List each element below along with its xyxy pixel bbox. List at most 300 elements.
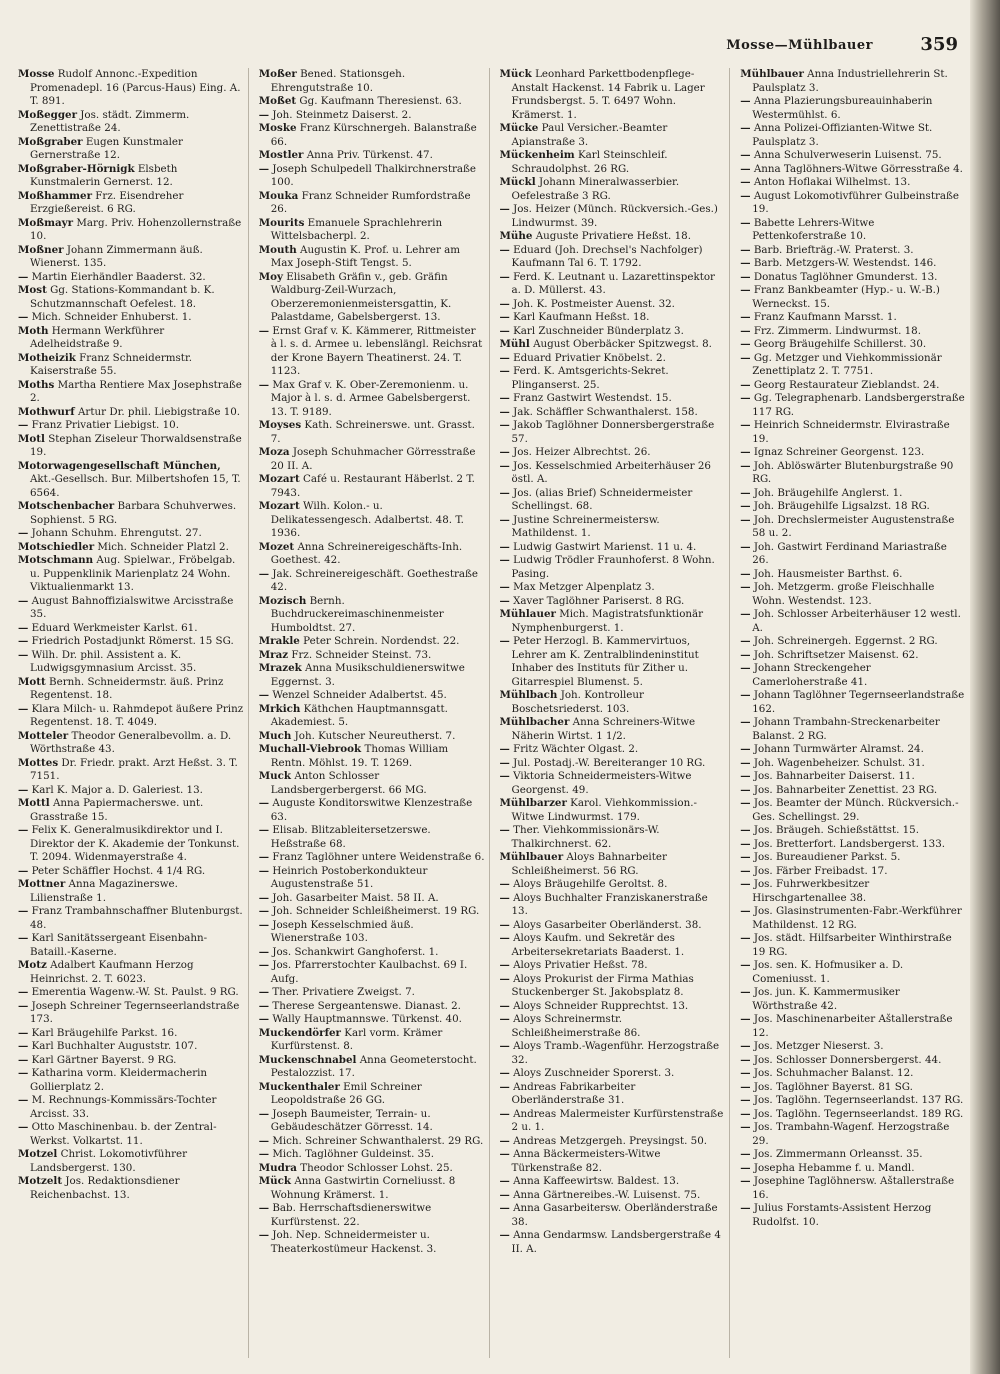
page-header bbox=[18, 34, 968, 58]
directory-entry bbox=[500, 757, 726, 771]
directory-entry bbox=[740, 149, 966, 163]
entry-details: Joh. Schreinergeh. Eggernst. 2 RG. bbox=[750, 635, 938, 647]
entry-surname: — bbox=[740, 783, 751, 796]
directory-entry bbox=[740, 379, 966, 393]
entry-details: Elisabeth Gräfin v., geb. Gräfin Waldburg-Zeil-Wurzach, Oberzeremonienmeistersgattin, K. Palastdame, Gabelsbergerst. 13. bbox=[270, 270, 452, 323]
directory-entry bbox=[740, 190, 966, 217]
directory-entry bbox=[500, 1229, 726, 1256]
directory-entry bbox=[18, 1094, 244, 1121]
entry-details: Ignaz Schreiner Georgenst. 123. bbox=[750, 446, 925, 458]
entry-details: Gg. Metzger und Viehkommissionär Zenettiplatz 2. T. 7751. bbox=[750, 351, 942, 377]
directory-entry bbox=[740, 568, 966, 582]
entry-surname: Most bbox=[18, 284, 47, 296]
entry-surname: Mozet bbox=[258, 540, 295, 553]
directory-entry bbox=[500, 581, 726, 595]
entry-details: Karl Steinschleif. Schraudolphst. 26 RG. bbox=[511, 149, 668, 175]
directory-entry bbox=[500, 271, 726, 298]
directory-entry bbox=[500, 122, 726, 149]
entry-details: Jos. Taglöhn. Tegernseerlandst. 137 RG. bbox=[750, 1094, 964, 1106]
entry-surname: — bbox=[740, 378, 751, 391]
entry-surname: — bbox=[740, 513, 751, 526]
entry-surname: — bbox=[499, 365, 510, 377]
entry-surname: Moßegger bbox=[18, 108, 78, 121]
directory-entry bbox=[18, 352, 244, 379]
entry-details: Jos. Redaktionsdiener Reichenbachst. 13. bbox=[30, 1175, 180, 1201]
entry-surname: — bbox=[740, 864, 751, 877]
entry-surname: — bbox=[499, 999, 510, 1012]
entry-surname: — bbox=[18, 311, 29, 323]
directory-entry bbox=[259, 1202, 485, 1229]
entry-surname: — bbox=[740, 959, 751, 971]
entry-details: Friedrich Postadjunkt Römerst. 15 SG. bbox=[28, 635, 234, 647]
directory-entry bbox=[740, 541, 966, 568]
directory-entry bbox=[18, 905, 244, 932]
entry-surname: Mothwurf bbox=[18, 405, 75, 418]
entry-surname: Much bbox=[258, 729, 292, 742]
entry-surname: Moßmayr bbox=[18, 216, 74, 229]
entry-details: Joh. Hausmeister Barthst. 6. bbox=[750, 567, 903, 580]
entry-details: Theodor Generalbevollm. a. D. Wörthstraße 43. bbox=[30, 729, 232, 755]
entry-surname: — bbox=[499, 1067, 510, 1079]
entry-surname: — bbox=[740, 743, 751, 755]
entry-surname: — bbox=[740, 567, 751, 580]
entry-details: Wilh. Dr. phil. Assistent a. K. Ludwigsgymnasium Arcisst. 35. bbox=[28, 648, 197, 674]
entry-surname: Mourits bbox=[258, 216, 305, 229]
entry-details: Leonhard Parkettbodenpflege-Anstalt Hackenst. 14 Fabrik u. Lager Frundsbergst. 5. T. 6497 Wohn. Krämerst. 1. bbox=[511, 68, 705, 121]
directory-entry bbox=[259, 1054, 485, 1081]
directory-entry bbox=[740, 878, 966, 905]
entry-surname: — bbox=[18, 1026, 29, 1039]
directory-entry bbox=[740, 1148, 966, 1162]
entry-details: Felix K. Generalmusikdirektor und I. Direktor der K. Akademie der Tonkunst. T. 2094. Widenmayerstraße 4. bbox=[28, 824, 240, 863]
directory-entry bbox=[259, 325, 485, 379]
entry-surname: Mücke bbox=[499, 122, 539, 134]
entry-details: Johann Streckengeher Camerloherstraße 41. bbox=[750, 662, 871, 688]
directory-entry bbox=[740, 1108, 966, 1122]
entry-details: Mich. Magistratsfunktionär Nymphenburgerst. 1. bbox=[511, 608, 704, 634]
directory-entry bbox=[18, 1000, 244, 1027]
entry-surname: — bbox=[258, 1107, 270, 1120]
entry-details: Franz Schneider Rumfordstraße 26. bbox=[270, 189, 471, 215]
directory-entry bbox=[740, 122, 966, 149]
entry-surname: Muck bbox=[258, 770, 292, 782]
directory-entry bbox=[18, 541, 244, 555]
entry-details: Wilh. Kolon.- u. Delikatessengesch. Adalbertst. 48. T. 1936. bbox=[270, 500, 464, 539]
entry-surname: — bbox=[18, 527, 29, 539]
directory-entry bbox=[259, 743, 485, 770]
entry-surname: — bbox=[740, 608, 751, 620]
directory-entry bbox=[740, 500, 966, 514]
entry-details: Emerentia Wagenw.-W. St. Paulst. 9 RG. bbox=[28, 986, 239, 998]
entry-details: Johann Turmwärter Alramst. 24. bbox=[750, 743, 924, 755]
entry-surname: — bbox=[740, 324, 751, 337]
entry-surname: Mott bbox=[18, 675, 46, 688]
entry-surname: Mühlbauer bbox=[499, 851, 564, 863]
entry-surname: — bbox=[740, 257, 751, 269]
entry-details: Donatus Taglöhner Gmunderst. 13. bbox=[750, 270, 938, 283]
entry-surname: — bbox=[258, 824, 270, 836]
entry-details: Jos. Beamter der Münch. Rückversich.-Ges. Schellingst. 29. bbox=[750, 797, 959, 823]
entry-details: Johann Schuhm. Ehrengutst. 27. bbox=[28, 527, 202, 539]
entry-surname: — bbox=[499, 419, 510, 431]
entry-details: Babette Lehrers-Witwe Pettenkoferstraße 10. bbox=[750, 216, 875, 242]
entry-details: Gg. Stations-Kommandant b. K. Schutzmannschaft Oefelest. 18. bbox=[30, 284, 215, 310]
entry-details: Eduard Privatier Knöbelst. 2. bbox=[509, 351, 666, 364]
entry-details: Anna Kaffeewirtsw. Baldest. 13. bbox=[509, 1175, 680, 1187]
entry-surname: — bbox=[18, 1094, 29, 1106]
entry-details: Wally Hauptmannswe. Türkenst. 40. bbox=[269, 1013, 462, 1025]
entry-details: Viktoria Schneidermeisters-Witwe Georgenst. 49. bbox=[509, 770, 692, 796]
directory-entry bbox=[18, 433, 244, 460]
entry-surname: — bbox=[499, 311, 510, 323]
directory-entry bbox=[259, 109, 485, 123]
entry-details: Joh. K. Postmeister Auenst. 32. bbox=[509, 297, 675, 310]
directory-column-3 bbox=[500, 68, 731, 1358]
entry-surname: — bbox=[499, 972, 510, 985]
entry-details: Johann Mineralwasserbier. Oefelestraße 3 RG. bbox=[511, 176, 680, 202]
entry-surname: — bbox=[740, 311, 751, 323]
directory-entry bbox=[259, 122, 485, 149]
entry-surname: — bbox=[740, 837, 751, 850]
entry-surname: — bbox=[499, 1175, 510, 1187]
directory-entry bbox=[740, 986, 966, 1013]
entry-details: Emil Schreiner Leopoldstraße 26 GG. bbox=[270, 1080, 422, 1106]
entry-surname: — bbox=[499, 446, 510, 458]
entry-details: Joh. Schlosser Arbeiterhäuser 12 westl. A. bbox=[750, 608, 961, 634]
entry-surname: Moyses bbox=[258, 419, 302, 431]
entry-details: Augustin K. Prof. u. Lehrer am Max Joseph-Stift Tengst. 5. bbox=[270, 243, 461, 269]
entry-surname: Mouth bbox=[258, 243, 297, 256]
directory-entry bbox=[259, 500, 485, 541]
directory-entry bbox=[740, 865, 966, 879]
entry-details: Max Graf v. K. Ober-Zeremonienm. u. Major à l. s. d. Armee Gabelsbergerst. 13. T. 9189. bbox=[269, 378, 471, 418]
entry-details: Eduard Werkmeister Karlst. 61. bbox=[28, 621, 198, 634]
entry-details: Franz Bankbeamter (Hyp.- u. W.-B.) Werneckst. 15. bbox=[750, 284, 940, 310]
directory-entry bbox=[259, 703, 485, 730]
directory-entry bbox=[259, 244, 485, 271]
entry-details: Auguste Privatiere Heßst. 18. bbox=[532, 230, 691, 242]
entry-surname: — bbox=[740, 243, 751, 256]
entry-details: Jos. Zimmermann Orleansst. 35. bbox=[750, 1148, 923, 1160]
entry-surname: — bbox=[740, 189, 751, 202]
directory-entry bbox=[740, 1067, 966, 1081]
entry-details: Jos. Bretterfort. Landsbergerst. 133. bbox=[750, 837, 946, 850]
directory-entry bbox=[18, 500, 244, 527]
directory-entry bbox=[18, 784, 244, 798]
directory-entry bbox=[500, 149, 726, 176]
entry-details: Bab. Herrschaftsdienerswitwe Kurfürstenst. 22. bbox=[269, 1202, 432, 1228]
entry-surname: — bbox=[740, 986, 751, 998]
entry-surname: Mostler bbox=[258, 149, 304, 161]
directory-entry bbox=[500, 1013, 726, 1040]
directory-entry bbox=[500, 851, 726, 878]
entry-details: Joh. Ablöswärter Blutenburgstraße 90 RG. bbox=[750, 459, 954, 485]
entry-surname: Mrkich bbox=[258, 702, 301, 715]
directory-entry bbox=[740, 581, 966, 608]
entry-details: Café u. Restaurant Häberlst. 2 T. 7943. bbox=[270, 473, 475, 499]
entry-details: Otto Maschinenbau. b. der Zentral-Werkst. Volkartst. 11. bbox=[28, 1121, 217, 1147]
entry-details: Joh. Drechslermeister Augustenstraße 58 u. 2. bbox=[750, 513, 955, 539]
entry-details: Elisab. Blitzableitersetzerswe. Heßstraße 68. bbox=[269, 824, 431, 850]
entry-surname: — bbox=[499, 635, 510, 647]
directory-entry bbox=[18, 1175, 244, 1202]
entry-surname: — bbox=[499, 270, 510, 283]
entry-surname: — bbox=[499, 581, 510, 593]
entry-surname: — bbox=[740, 446, 751, 458]
entry-details: Franz Taglöhner untere Weidenstraße 6. bbox=[269, 851, 485, 863]
entry-details: Karl Bräugehilfe Parkst. 16. bbox=[28, 1026, 178, 1039]
directory-entry bbox=[500, 406, 726, 420]
entry-details: Gg. Telegraphenarb. Landsbergerstraße 117 RG. bbox=[750, 392, 965, 418]
entry-details: Anton Hoflakai Wilhelmst. 13. bbox=[750, 176, 911, 188]
directory-entry bbox=[740, 257, 966, 271]
entry-details: Johann Zimmermann äuß. Wienerst. 135. bbox=[30, 243, 203, 269]
directory-entry bbox=[259, 1013, 485, 1027]
directory-entry bbox=[18, 271, 244, 285]
entry-surname: — bbox=[258, 945, 270, 958]
entry-surname: — bbox=[499, 1188, 510, 1201]
entry-details: Joh. Kontrolleur Boschetsriederst. 103. bbox=[511, 689, 644, 715]
directory-entry bbox=[259, 892, 485, 906]
entry-details: Bernh. Buchdruckereimaschinenmeister Humboldtst. 27. bbox=[270, 594, 444, 634]
entry-details: Jak. Schäffler Schwanthalerst. 158. bbox=[509, 405, 698, 418]
entry-surname: Muckendörfer bbox=[258, 1026, 341, 1039]
directory-entry bbox=[500, 635, 726, 689]
directory-entry bbox=[18, 1148, 244, 1175]
entry-details: Franz Privatier Liebigst. 10. bbox=[28, 419, 179, 431]
directory-entry bbox=[18, 68, 244, 109]
entry-details: Artur Dr. phil. Liebigstraße 10. bbox=[74, 405, 241, 418]
entry-surname: — bbox=[499, 459, 510, 472]
entry-details: Jos. Schankwirt Ganghoferst. 1. bbox=[269, 945, 439, 958]
directory-entry bbox=[259, 190, 485, 217]
entry-surname: Motteler bbox=[18, 729, 69, 742]
directory-entry bbox=[259, 595, 485, 636]
entry-details: Ferd. K. Amtsgerichts-Sekret. Plinganserst. 25. bbox=[509, 365, 669, 391]
directory-entry bbox=[500, 689, 726, 716]
entry-surname: — bbox=[499, 540, 510, 553]
entry-details: Emanuele Sprachlehrerin Wittelsbacherpl. 2. bbox=[270, 216, 443, 242]
directory-entry bbox=[500, 1189, 726, 1203]
directory-entry bbox=[500, 932, 726, 959]
entry-surname: — bbox=[740, 95, 751, 107]
directory-entry bbox=[259, 1000, 485, 1014]
entry-details: Anton Schlosser Landsbergerbergerst. 66 MG. bbox=[270, 770, 427, 796]
directory-entry bbox=[500, 595, 726, 609]
entry-surname: Moza bbox=[258, 446, 290, 458]
entry-details: Anna Schreinereigeschäfts-Inh. Goethest. 42. bbox=[270, 540, 463, 566]
entry-details: Aug. Spielwar., Fröbelgab. u. Puppenklinik Marienplatz 24 Wohn. Viktualienmarkt 13. bbox=[30, 554, 236, 593]
directory-entry bbox=[18, 757, 244, 784]
entry-details: Jos. Bahnarbeiter Zenettist. 23 RG. bbox=[750, 783, 938, 796]
directory-entry bbox=[500, 244, 726, 271]
entry-surname: — bbox=[258, 108, 270, 121]
entry-details: Barb. Briefträg.-W. Praterst. 3. bbox=[750, 243, 914, 256]
entry-surname: — bbox=[740, 149, 751, 161]
directory-entry bbox=[18, 676, 244, 703]
directory-entry bbox=[740, 1094, 966, 1108]
directory-entry bbox=[740, 851, 966, 865]
directory-entry bbox=[259, 851, 485, 865]
directory-entry bbox=[259, 635, 485, 649]
directory-entry bbox=[740, 487, 966, 501]
directory-entry bbox=[18, 730, 244, 757]
entry-surname: — bbox=[499, 554, 510, 566]
entry-surname: Mozart bbox=[258, 473, 300, 485]
entry-surname: — bbox=[740, 176, 751, 188]
entry-details: Aloys Kaufm. und Sekretär des Arbeitersekretariats Baaderst. 1. bbox=[509, 932, 685, 958]
directory-entry bbox=[18, 1040, 244, 1054]
entry-details: Akt.-Gesellsch. Bur. Milbertshofen 15, T. 6564. bbox=[30, 473, 241, 499]
directory-entry bbox=[740, 244, 966, 258]
directory-entry bbox=[740, 392, 966, 419]
directory-entry bbox=[18, 554, 244, 595]
entry-surname: — bbox=[499, 1229, 510, 1241]
directory-entry bbox=[740, 163, 966, 177]
entry-surname: — bbox=[740, 648, 751, 661]
entry-details: Anna Taglöhners-Witwe Görresstraße 4. bbox=[750, 162, 963, 175]
directory-entry bbox=[259, 1135, 485, 1149]
entry-surname: — bbox=[258, 959, 270, 971]
entry-surname: — bbox=[499, 243, 510, 256]
entry-surname: — bbox=[740, 1161, 751, 1174]
entry-surname: — bbox=[258, 986, 270, 998]
directory-entry bbox=[740, 743, 966, 757]
entry-surname: — bbox=[499, 1148, 510, 1160]
entry-details: Ther. Viehkommissionärs-W. Thalkirchnerst. 62. bbox=[509, 824, 660, 850]
directory-entry bbox=[18, 797, 244, 824]
entry-surname: Motheizik bbox=[18, 351, 76, 364]
directory-entry bbox=[740, 1175, 966, 1202]
entry-surname: — bbox=[258, 1148, 270, 1160]
entry-details: Joseph Schuhmacher Görresstraße 20 II. A. bbox=[270, 446, 476, 472]
directory-entry bbox=[18, 379, 244, 406]
entry-details: Anna Gastwirtin Corneliusst. 8 Wohnung Krämerst. 1. bbox=[270, 1175, 456, 1201]
entry-details: Kath. Schreinerswe. unt. Grasst. 7. bbox=[270, 419, 475, 445]
entry-surname: — bbox=[740, 486, 751, 499]
directory-entry bbox=[740, 608, 966, 635]
entry-details: Hermann Werkführer Adelheidstraße 9. bbox=[30, 324, 165, 350]
entry-details: Jos. Pfarrerstochter Kaulbachst. 69 I. Aufg. bbox=[269, 959, 468, 985]
entry-details: Max Metzger Alpenplatz 3. bbox=[509, 581, 655, 593]
entry-surname: Moßgraber bbox=[18, 135, 83, 148]
entry-surname: — bbox=[740, 770, 751, 782]
entry-details: Karl Sanitätssergeant Eisenbahn-Bataill.-Kaserne. bbox=[28, 932, 208, 958]
entry-details: Jos. Taglöhn. Tegernseerlandst. 189 RG. bbox=[750, 1107, 964, 1120]
directory-entry bbox=[740, 460, 966, 487]
entry-surname: — bbox=[740, 1107, 751, 1120]
entry-details: Paul Versicher.-Beamter Apianstraße 3. bbox=[511, 122, 668, 148]
entry-details: Christ. Lokomotivführer Landsbergerst. 130. bbox=[30, 1148, 188, 1174]
entry-details: Aloys Zuschneider Sporerst. 3. bbox=[509, 1067, 675, 1079]
entry-details: Karl Gärtner Bayerst. 9 RG. bbox=[28, 1053, 177, 1066]
entry-details: Joh. Schneider Schleißheimerst. 19 RG. bbox=[269, 905, 480, 917]
directory-entry bbox=[259, 1081, 485, 1108]
entry-details: Wenzel Schneider Adalbertst. 45. bbox=[269, 689, 447, 701]
entry-details: Gg. Kaufmann Theresienst. 63. bbox=[296, 95, 462, 107]
directory-entry bbox=[740, 1054, 966, 1068]
directory-entry bbox=[740, 352, 966, 379]
directory-entry bbox=[259, 919, 485, 946]
directory-entry bbox=[500, 878, 726, 892]
entry-surname: — bbox=[258, 689, 270, 701]
directory-entry bbox=[259, 824, 485, 851]
entry-details: Adalbert Kaufmann Herzog Heinrichst. 2. T. 6023. bbox=[30, 959, 194, 985]
entry-details: Bened. Stationsgeh. Ehrengutstraße 10. bbox=[270, 68, 406, 94]
entry-surname: Mosse bbox=[18, 68, 55, 80]
directory-entry bbox=[740, 797, 966, 824]
entry-surname: — bbox=[499, 1134, 510, 1147]
entry-details: August Lokomotivführer Gulbeinstraße 19. bbox=[750, 189, 959, 215]
entry-surname: — bbox=[18, 1067, 29, 1079]
entry-surname: — bbox=[740, 689, 751, 701]
directory-entry bbox=[259, 163, 485, 190]
entry-details: August Oberbäcker Spitzwegst. 8. bbox=[529, 338, 712, 350]
directory-entry bbox=[18, 190, 244, 217]
directory-entry bbox=[740, 338, 966, 352]
entry-details: Joseph Baumeister, Terrain- u. Gebäudeschätzer Görresst. 14. bbox=[269, 1107, 433, 1133]
directory-entry bbox=[500, 230, 726, 244]
entry-surname: — bbox=[258, 891, 270, 904]
entry-surname: — bbox=[258, 1202, 270, 1214]
entry-surname: — bbox=[740, 851, 751, 863]
directory-entry bbox=[18, 932, 244, 959]
entry-details: Anna Industriellehrerin St. Paulsplatz 3. bbox=[752, 68, 948, 94]
entry-details: Joh. Kutscher Neureutherst. 7. bbox=[291, 729, 456, 742]
entry-details: Peter Herzogl. B. Kammervirtuos, Lehrer am K. Zentralblindeninstitut Inhaber des Instituts für Zither u. Gitarrespiel Blumenst. 5. bbox=[509, 635, 699, 688]
entry-details: Jos. städt. Hilfsarbeiter Winthirstraße 19 RG. bbox=[750, 932, 952, 958]
entry-details: Justine Schreinermeistersw. Mathildenst. 1. bbox=[509, 513, 660, 539]
entry-surname: Moth bbox=[18, 324, 49, 337]
entry-details: Franz Trambahnschaffner Blutenburgst. 48. bbox=[28, 905, 243, 931]
entry-surname: — bbox=[740, 905, 751, 917]
entry-details: Joh. Bräugehilfe Anglerst. 1. bbox=[750, 486, 903, 499]
entry-surname: — bbox=[18, 1053, 29, 1066]
entry-surname: — bbox=[740, 1202, 751, 1214]
directory-entry bbox=[500, 1148, 726, 1175]
entry-surname: — bbox=[740, 1053, 751, 1066]
directory-entry bbox=[500, 1108, 726, 1135]
entry-surname: — bbox=[740, 1094, 751, 1106]
directory-entry bbox=[740, 1121, 966, 1148]
entry-surname: — bbox=[740, 662, 751, 674]
entry-surname: — bbox=[740, 392, 751, 404]
directory-column-1 bbox=[18, 68, 249, 1358]
entry-details: Georg Restaurateur Zieblandst. 24. bbox=[750, 378, 940, 391]
entry-details: Martin Eierhändler Baaderst. 32. bbox=[28, 270, 206, 283]
entry-surname: Moßer bbox=[258, 68, 297, 80]
entry-details: Anna Geometerstocht. Pestalozzist. 17. bbox=[270, 1053, 477, 1079]
directory-entry bbox=[740, 905, 966, 932]
directory-entry bbox=[259, 473, 485, 500]
entry-details: Anna Magazinerswe. Lilienstraße 1. bbox=[30, 878, 178, 904]
directory-entry bbox=[500, 1135, 726, 1149]
entry-surname: — bbox=[258, 797, 270, 809]
directory-entry bbox=[259, 662, 485, 689]
entry-details: Jos. sen. K. Hofmusiker a. D. Comeniusst. 1. bbox=[750, 959, 904, 985]
entry-surname: — bbox=[499, 1013, 510, 1025]
directory-entry bbox=[500, 1175, 726, 1189]
entry-details: Franz Kaufmann Marsst. 1. bbox=[750, 311, 897, 323]
entry-details: Katharina vorm. Kleidermacherin Gollierplatz 2. bbox=[28, 1067, 208, 1093]
entry-details: Ludwig Trödler Fraunhoferst. 8 Wohn. Pasing. bbox=[509, 554, 715, 580]
entry-surname: — bbox=[740, 1148, 751, 1160]
directory-entry bbox=[740, 716, 966, 743]
entry-details: Joseph Schreiner Tegernseerlandstraße 173. bbox=[28, 999, 240, 1025]
entry-details: Joh. Gastwirt Ferdinand Mariastraße 26. bbox=[750, 540, 947, 566]
directory-entry bbox=[500, 1081, 726, 1108]
entry-details: Heinrich Postoberkondukteur Augustenstraße 51. bbox=[269, 864, 428, 890]
